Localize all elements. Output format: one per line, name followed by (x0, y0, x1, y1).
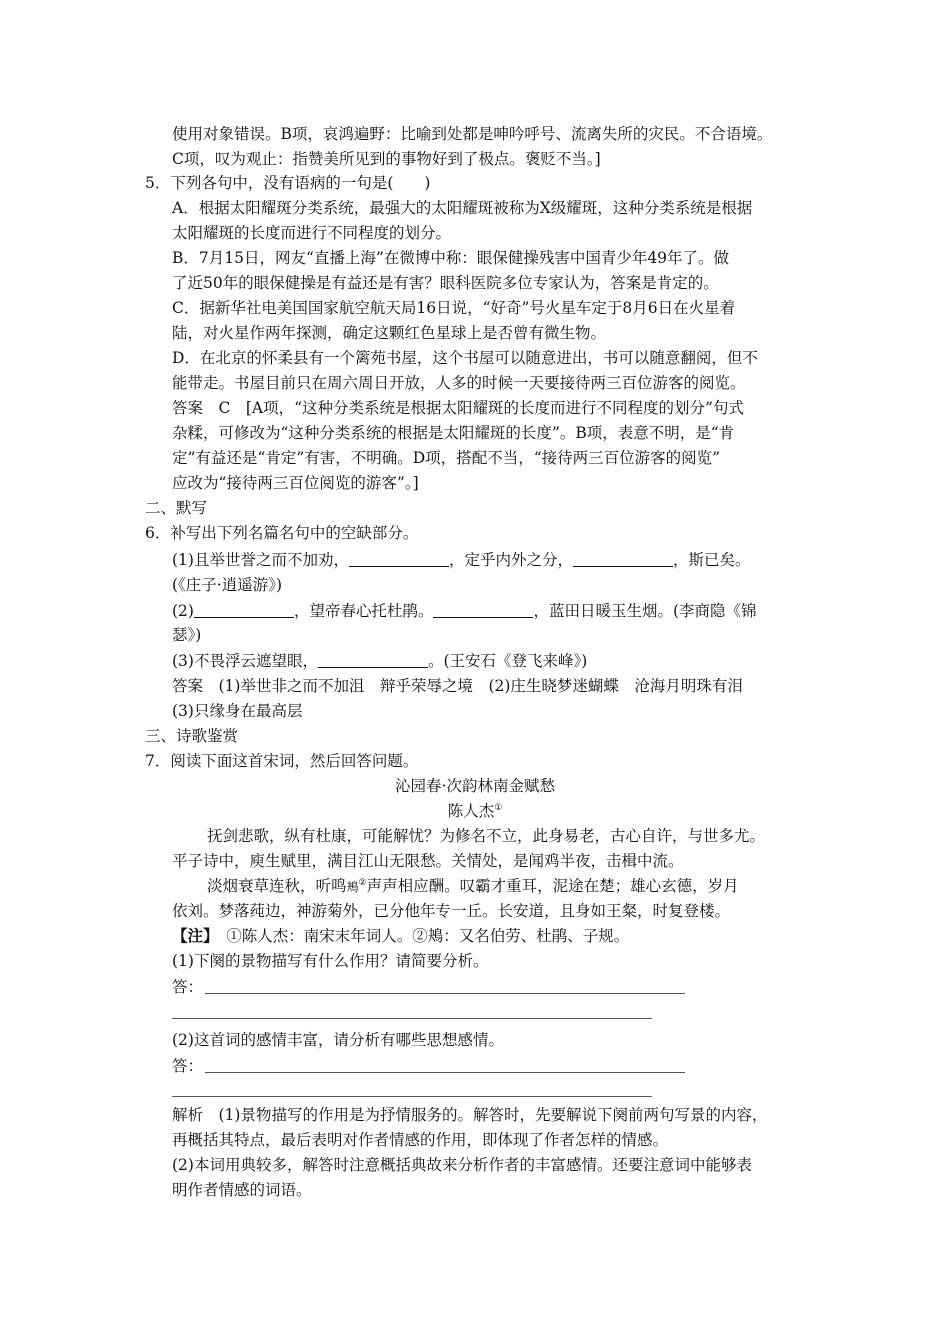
question-5: 5．下列各句中，没有语病的一句是( ) (145, 174, 431, 192)
option-c-cont: 陆，对火星作两年探测，确定这颗红色星球上是否曾有微生物。 (172, 324, 607, 342)
answer-5-cont: 应改为“接待两三百位阅览的游客”。] (172, 474, 419, 492)
fill-source: 瑟》) (172, 626, 202, 644)
poem-char: 鴂 (346, 880, 359, 894)
answer-label: 答： (172, 1057, 204, 1075)
notes (172, 925, 629, 947)
footnote-marker: ① (494, 802, 503, 813)
answer-line (172, 1018, 652, 1019)
sub-question-2: (2)这首词的感情丰富，请分析有哪些思想感情。 (172, 1031, 504, 1049)
poem-line: 抚剑悲歌，纵有杜康，可能解忧？为修名不立，此身易老，古心自许，与世多尤。 (207, 827, 766, 845)
answer-5-cont: 杂糅，可修改为“这种分类系统的根据是太阳耀斑的长度”。B项，表意不明，是“肯 (172, 424, 735, 442)
fill-source: (《庄子·逍遥游》) (172, 576, 283, 594)
analysis: 解析 (1)景物描写的作用是为抒情服务的。解答时，先要解说下阕前两句写景的内容， (172, 1106, 768, 1124)
poem-text: 声声相应酬。叹霸才重耳，泥途在楚；雄心玄德，岁月 (366, 877, 739, 895)
option-b-cont: 了近50年的眼保健操是有益还是有害？眼科医院多位专家认为，答案是肯定的。 (172, 274, 719, 292)
answer-6-cont: (3)只缘身在最高层 (172, 702, 303, 720)
question-7: 7．阅读下面这首宋词，然后回答问题。 (145, 752, 419, 770)
blank-line (433, 601, 533, 618)
answer-label: 答： (172, 978, 204, 996)
sub-question-1: (1)下阕的景物描写有什么作用？请简要分析。 (172, 952, 489, 970)
fill-text: ，斯已矣。 (672, 551, 751, 569)
note-heading: 【注】 (172, 926, 211, 945)
fill-text: (2) (172, 602, 194, 620)
fill-text: 。(王安石《登飞来峰》) (427, 652, 588, 670)
question-6: 6．补写出下列名篇名句中的空缺部分。 (145, 524, 419, 542)
option-c: C．据新华社电美国国家航空航天局16日说，“好奇”号火星车定于8月6日在火星着 (172, 299, 736, 317)
section-heading: 三、诗歌鉴赏 (145, 727, 239, 745)
option-d: D．在北京的怀柔县有一个篱苑书屋，这个书屋可以随意进出，书可以随意翻阅，但不 (172, 349, 758, 367)
analysis-cont: (2)本词用典较多，解答时注意概括典故来分析作者的丰富感情。还要注意词中能够表 (172, 1156, 752, 1174)
option-b: B．7月15日，网友“直播上海”在微博中称：眼保健操残害中国青少年49年了。做 (172, 249, 730, 267)
answer-line (205, 993, 685, 994)
fill-blank-1 (172, 549, 751, 571)
poem-line: 平子诗中，庾生赋里，满目江山无限愁。关情处，是闻鸡半夜，击楫中流。 (172, 852, 684, 870)
footnote-marker: ② (358, 877, 367, 888)
section-heading: 二、默写 (145, 499, 208, 517)
option-a-cont: 太阳耀斑的长度而进行不同程度的划分。 (172, 224, 452, 242)
poem-line: 依刘。梦落莼边，神游菊外，已分他年专一丘。长安道，且身如王粲，时复登楼。 (172, 902, 731, 920)
fill-text: ，望帝春心托杜鹃。 (293, 602, 434, 620)
text-line: 使用对象错误。B项，哀鸿遍野：比喻到处都是呻吟呼号、流离失所的灾民。不合语境。 (172, 125, 773, 143)
blank-line (194, 601, 294, 618)
analysis-cont: 明作者情感的词语。 (172, 1181, 312, 1199)
answer-line (205, 1072, 685, 1073)
blank-line (349, 550, 449, 567)
fill-text: (3)不畏浮云遮望眼， (172, 652, 318, 670)
answer-5: 答案 C [A项，“这种分类系统是根据太阳耀斑的长度而进行不同程度的划分”句式 (172, 399, 744, 417)
option-d-cont: 能带走。书屋目前只在周六周日开放，人多的时候一天要接待两三百位游客的阅览。 (172, 374, 746, 392)
note-text: ①陈人杰：南宋末年词人。②鴂：又名伯劳、杜鹃、子规。 (210, 927, 630, 945)
poem-author (0, 800, 950, 822)
fill-text: ，定乎内外之分， (448, 551, 573, 569)
text-line: C项，叹为观止：指赞美所见到的事物好到了极点。褒贬不当。] (172, 150, 601, 168)
blank-line (318, 651, 428, 668)
poem-title: 沁园春·次韵林南金赋愁 (395, 777, 555, 795)
answer-5-cont: 定”有益还是“肯定”有害，不明确。D项，搭配不当，“接待两三百位游客的阅览” (172, 449, 721, 467)
option-a: A．根据太阳耀斑分类系统，最强大的太阳耀斑被称为X级耀斑，这种分类系统是根据 (172, 199, 753, 217)
answer-line (172, 1096, 652, 1097)
fill-text: (1)且举世誉之而不加劝， (172, 551, 349, 569)
answer-6: 答案 (1)举世非之而不加沮 辩乎荣辱之境 (2)庄生晓梦迷蝴蝶 沧海月明珠有泪 (172, 677, 743, 695)
fill-blank-3 (172, 650, 587, 672)
poem-text: 淡烟衰草连秋，听鸣 (207, 877, 347, 895)
analysis-cont: 再概括其特点，最后表明对作者情感的作用，即体现了作者怎样的情感。 (172, 1131, 669, 1149)
blank-line (573, 550, 673, 567)
author-name: 陈人杰 (447, 802, 495, 820)
fill-blank-2 (172, 600, 757, 622)
fill-text: ，蓝田日暖玉生烟。(李商隐《锦 (533, 602, 757, 620)
poem-line (207, 875, 739, 898)
